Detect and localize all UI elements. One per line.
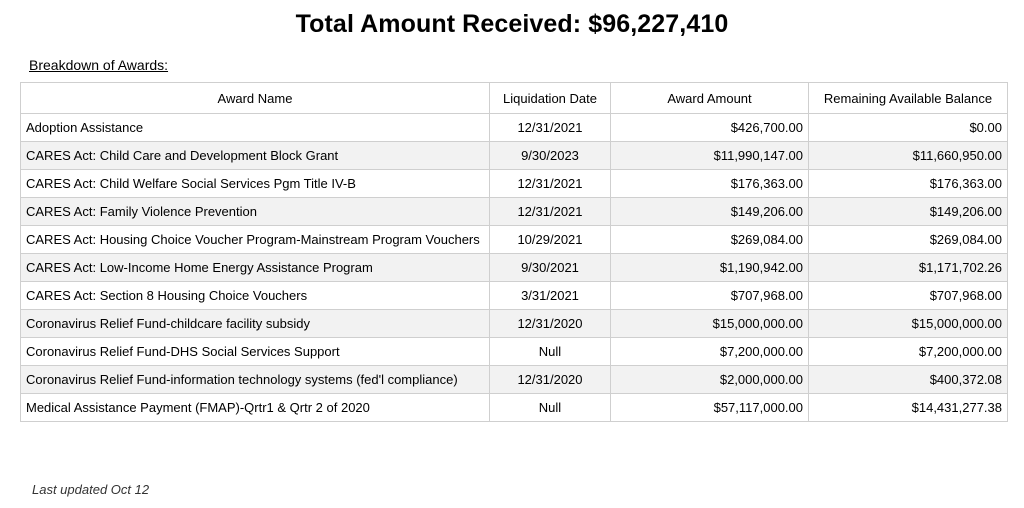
remaining-balance-cell: $149,206.00 <box>809 198 1008 226</box>
award-amount-cell: $7,200,000.00 <box>611 338 809 366</box>
remaining-balance-cell: $14,431,277.38 <box>809 394 1008 422</box>
liquidation-date-cell: Null <box>490 338 611 366</box>
award-name-cell: CARES Act: Family Violence Prevention <box>21 198 490 226</box>
liquidation-date-cell: 12/31/2021 <box>490 114 611 142</box>
award-amount-cell: $11,990,147.00 <box>611 142 809 170</box>
header-award-amount: Award Amount <box>611 83 809 114</box>
liquidation-date-cell: 3/31/2021 <box>490 282 611 310</box>
award-name-cell: Coronavirus Relief Fund-information technology systems (fed'l compliance) <box>21 366 490 394</box>
remaining-balance-cell: $269,084.00 <box>809 226 1008 254</box>
breakdown-heading: Breakdown of Awards: <box>29 57 169 73</box>
award-name-cell: CARES Act: Child Welfare Social Services Pgm Title IV-B <box>21 170 490 198</box>
table-row <box>21 366 1008 394</box>
award-name-cell: CARES Act: Low-Income Home Energy Assistance Program <box>21 254 490 282</box>
remaining-balance-cell: $176,363.00 <box>809 170 1008 198</box>
last-updated-note: Last updated Oct 12 <box>32 482 150 497</box>
awards-table <box>20 82 1008 422</box>
award-amount-cell: $15,000,000.00 <box>611 310 809 338</box>
award-amount-cell: $176,363.00 <box>611 170 809 198</box>
award-amount-cell: $269,084.00 <box>611 226 809 254</box>
liquidation-date-cell: Null <box>490 394 611 422</box>
award-name-cell: CARES Act: Housing Choice Voucher Program-Mainstream Program Vouchers <box>21 226 490 254</box>
table-row <box>21 338 1008 366</box>
table-row <box>21 114 1008 142</box>
liquidation-date-cell: 12/31/2021 <box>490 170 611 198</box>
remaining-balance-cell: $0.00 <box>809 114 1008 142</box>
liquidation-date-cell: 9/30/2021 <box>490 254 611 282</box>
table-row <box>21 142 1008 170</box>
header-award-name: Award Name <box>21 83 490 114</box>
remaining-balance-cell: $7,200,000.00 <box>809 338 1008 366</box>
table-row <box>21 282 1008 310</box>
liquidation-date-cell: 9/30/2023 <box>490 142 611 170</box>
table-row <box>21 170 1008 198</box>
remaining-balance-cell: $15,000,000.00 <box>809 310 1008 338</box>
header-liquidation-date: Liquidation Date <box>490 83 611 114</box>
remaining-balance-cell: $400,372.08 <box>809 366 1008 394</box>
award-name-cell: Coronavirus Relief Fund-childcare facility subsidy <box>21 310 490 338</box>
table-row <box>21 310 1008 338</box>
liquidation-date-cell: 12/31/2020 <box>490 366 611 394</box>
remaining-balance-cell: $707,968.00 <box>809 282 1008 310</box>
table-header-row <box>21 83 1008 114</box>
award-name-cell: CARES Act: Child Care and Development Block Grant <box>21 142 490 170</box>
award-amount-cell: $57,117,000.00 <box>611 394 809 422</box>
award-name-cell: Adoption Assistance <box>21 114 490 142</box>
award-amount-cell: $2,000,000.00 <box>611 366 809 394</box>
award-amount-cell: $707,968.00 <box>611 282 809 310</box>
liquidation-date-cell: 12/31/2021 <box>490 198 611 226</box>
table-row <box>21 226 1008 254</box>
remaining-balance-cell: $1,171,702.26 <box>809 254 1008 282</box>
award-name-cell: CARES Act: Section 8 Housing Choice Vouchers <box>21 282 490 310</box>
award-name-cell: Coronavirus Relief Fund-DHS Social Services Support <box>21 338 490 366</box>
award-name-cell: Medical Assistance Payment (FMAP)-Qrtr1 & Qrtr 2 of 2020 <box>21 394 490 422</box>
page-title: Total Amount Received: $96,227,410 <box>295 10 729 38</box>
table-row <box>21 394 1008 422</box>
liquidation-date-cell: 10/29/2021 <box>490 226 611 254</box>
award-amount-cell: $149,206.00 <box>611 198 809 226</box>
remaining-balance-cell: $11,660,950.00 <box>809 142 1008 170</box>
header-remaining-balance: Remaining Available Balance <box>809 83 1008 114</box>
table-row <box>21 198 1008 226</box>
award-amount-cell: $1,190,942.00 <box>611 254 809 282</box>
liquidation-date-cell: 12/31/2020 <box>490 310 611 338</box>
award-amount-cell: $426,700.00 <box>611 114 809 142</box>
table-row <box>21 254 1008 282</box>
